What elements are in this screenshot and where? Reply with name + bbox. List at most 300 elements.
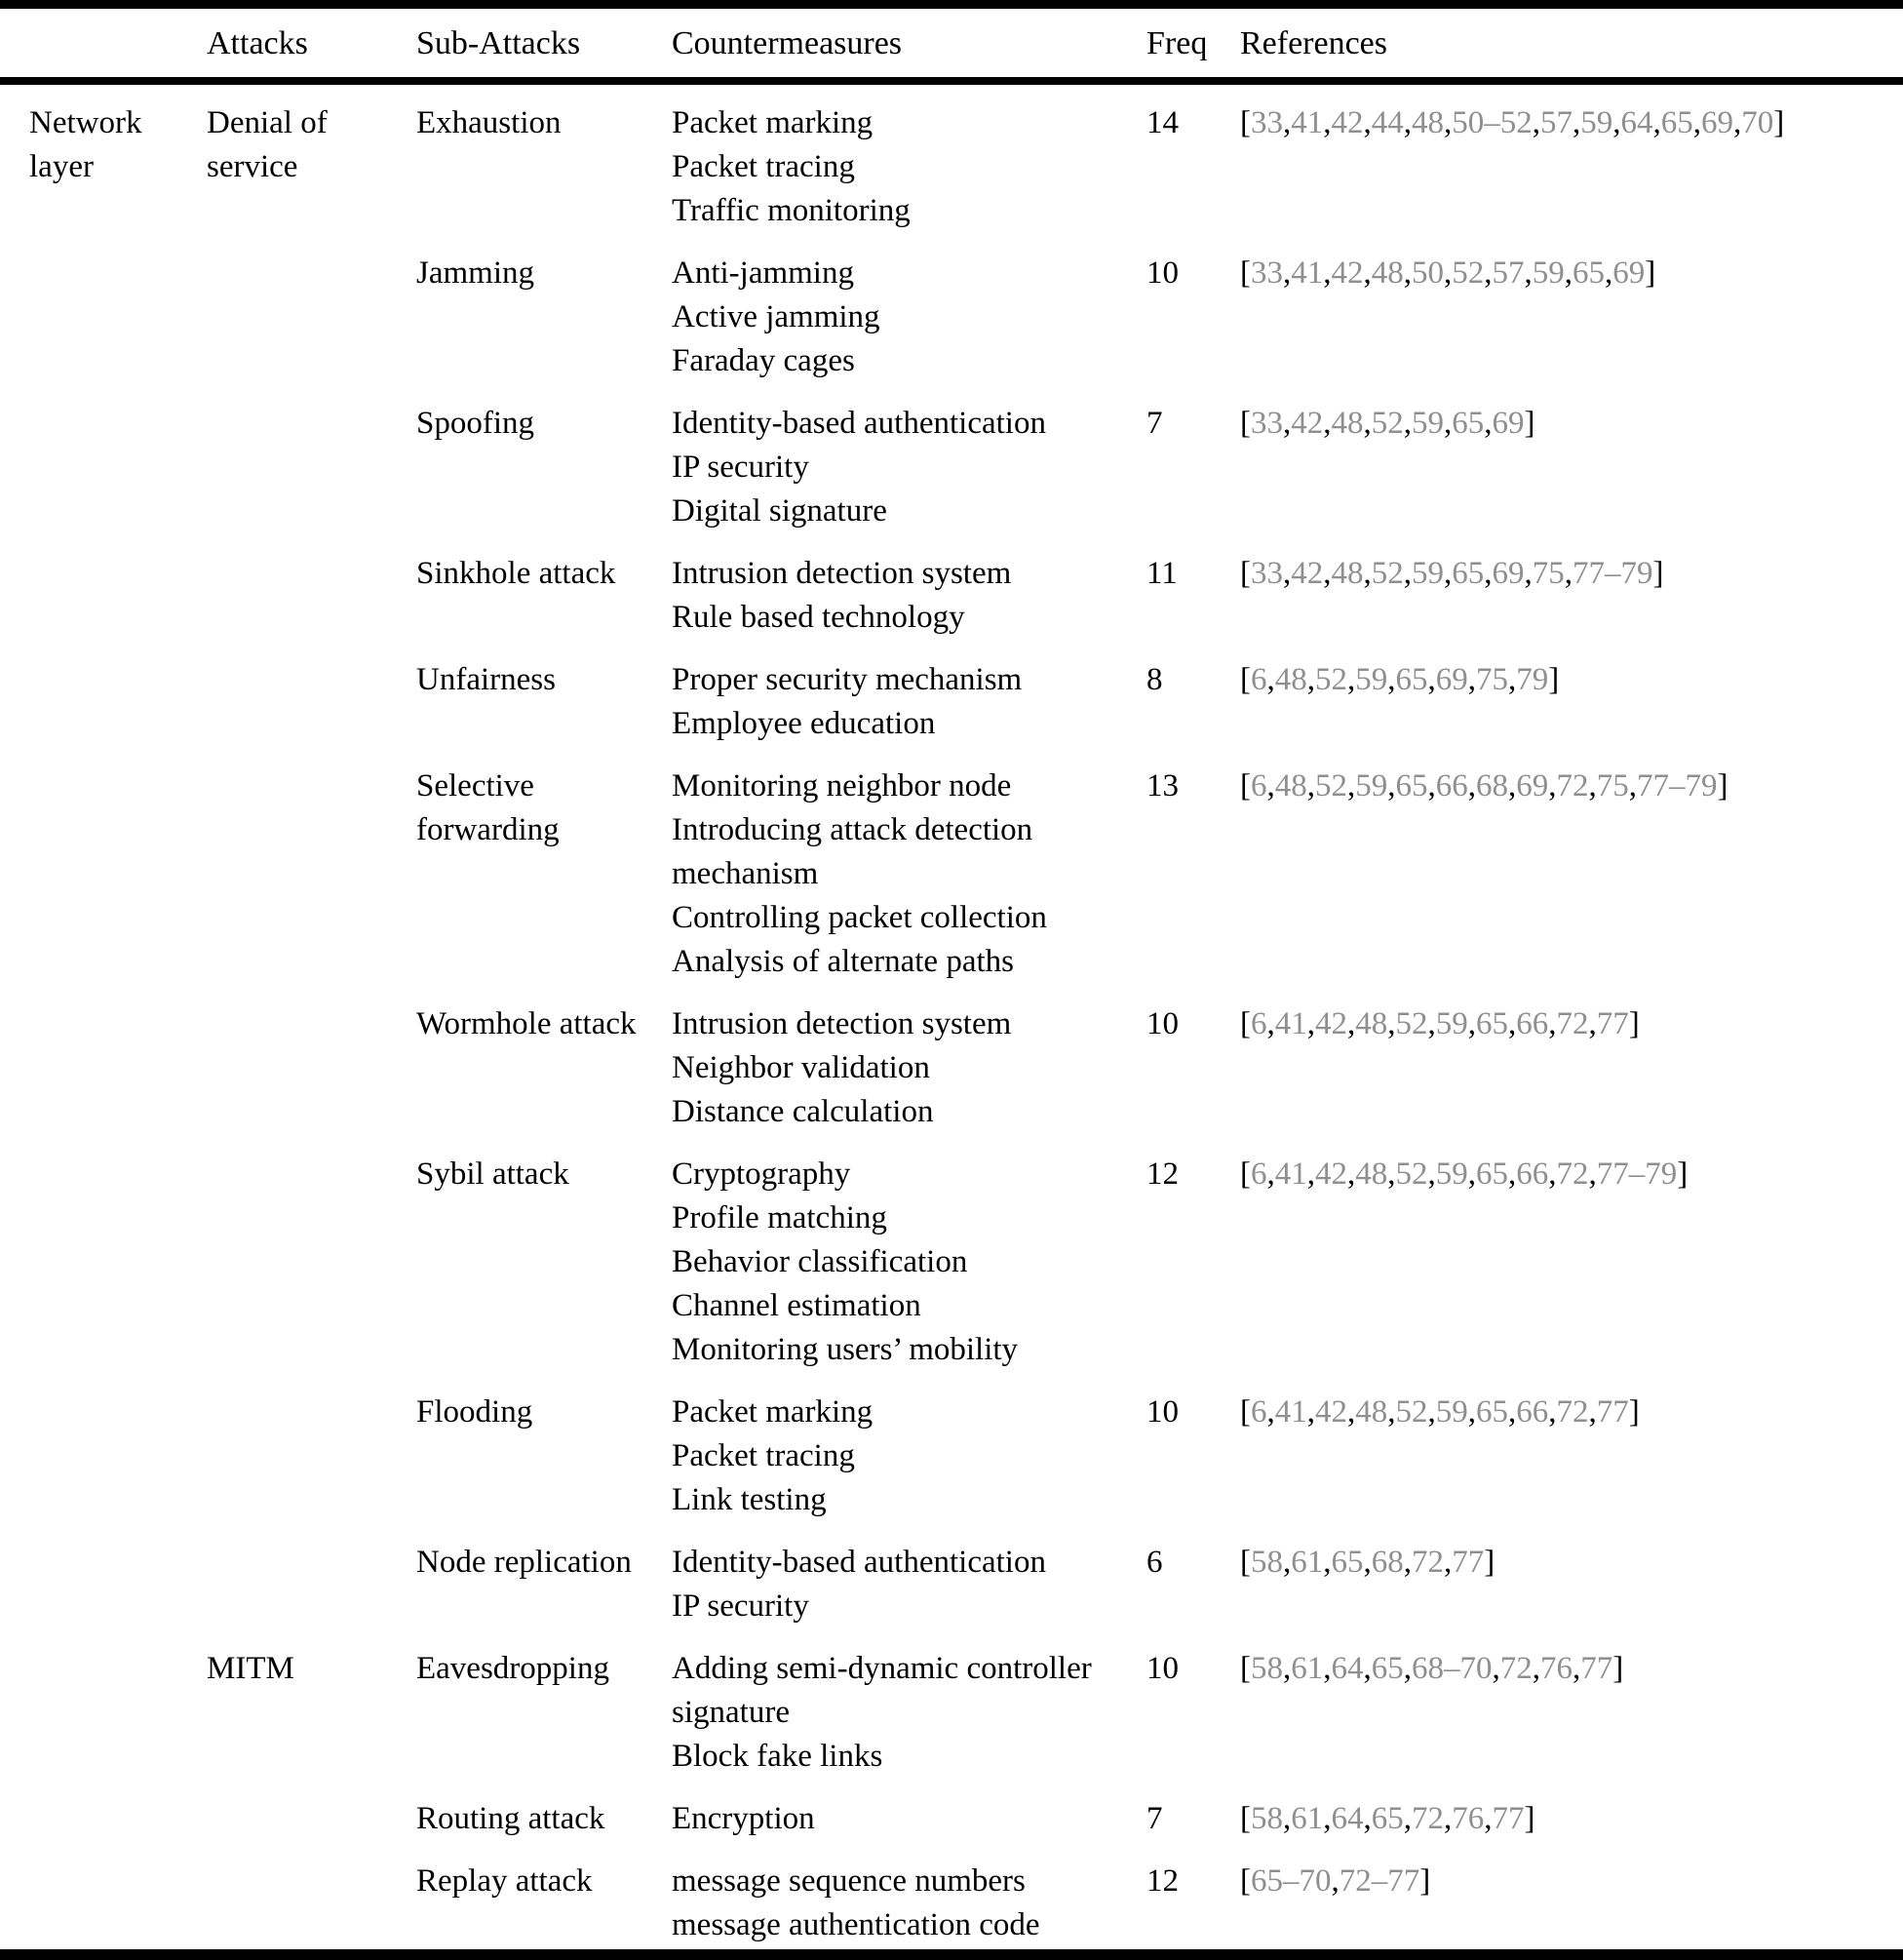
citation-punctuation: , <box>1588 1006 1597 1041</box>
citation-link[interactable]: 33 <box>1251 556 1283 591</box>
citation-link[interactable]: 75 <box>1596 768 1629 804</box>
citation-link[interactable]: 58 <box>1251 1651 1283 1686</box>
citation-punctuation: , <box>1387 1006 1396 1041</box>
citation-link[interactable]: 65 <box>1395 662 1428 697</box>
table-row <box>0 1781 1903 1843</box>
freq-cell: 8 <box>1146 662 1163 697</box>
sub-attack-cell: Jamming <box>416 255 534 291</box>
countermeasures-cell <box>672 1524 1146 1630</box>
sub-attack-cell: Spoofing <box>416 406 535 441</box>
citation-link[interactable]: 6 <box>1251 1006 1267 1041</box>
citation-link[interactable]: 61 <box>1291 1651 1324 1686</box>
citation-link[interactable]: 59 <box>1355 662 1388 697</box>
citation-punctuation: ] <box>1524 406 1535 441</box>
citation-link[interactable]: 77–79 <box>1596 1156 1678 1192</box>
citation-link[interactable]: 41 <box>1274 1394 1307 1430</box>
citation-punctuation: , <box>1283 255 1292 291</box>
citation-link[interactable]: 76 <box>1540 1651 1573 1686</box>
table-row <box>0 1374 1903 1524</box>
citation-link[interactable]: 57 <box>1492 255 1525 291</box>
citation-punctuation: , <box>1444 255 1453 291</box>
citation-punctuation: , <box>1427 768 1436 804</box>
citation-punctuation: , <box>1306 1394 1315 1430</box>
layer-cell <box>0 1843 207 1955</box>
citation-link[interactable]: 42 <box>1331 105 1364 140</box>
citation-link[interactable]: 69 <box>1492 406 1525 441</box>
citation-link[interactable]: 65 <box>1573 255 1605 291</box>
citation-punctuation: ] <box>1717 768 1728 804</box>
citation-link[interactable]: 77–79 <box>1573 556 1653 591</box>
citation-link[interactable]: 59 <box>1435 1156 1468 1192</box>
citation-link[interactable]: 66 <box>1516 1156 1549 1192</box>
citation-link[interactable]: 64 <box>1331 1801 1364 1836</box>
citation-punctuation: , <box>1363 1801 1372 1836</box>
citation-punctuation: , <box>1347 768 1356 804</box>
citation-punctuation: , <box>1564 556 1573 591</box>
citation-punctuation: , <box>1347 662 1356 697</box>
citation-link[interactable]: 48 <box>1355 1156 1388 1192</box>
citation-link[interactable]: 77 <box>1596 1394 1629 1430</box>
citation-link[interactable]: 72 <box>1499 1651 1533 1686</box>
citation-link[interactable]: 70 <box>1741 105 1774 140</box>
citation-link[interactable]: 61 <box>1291 1801 1324 1836</box>
countermeasure-item: Packet tracing <box>672 1438 855 1473</box>
freq-cell: 10 <box>1146 255 1179 291</box>
citation-punctuation: , <box>1387 768 1396 804</box>
citation-punctuation: , <box>1427 662 1436 697</box>
citation-punctuation: , <box>1387 1156 1396 1192</box>
citation-link[interactable]: 59 <box>1435 1006 1468 1041</box>
citation-link[interactable]: 65 <box>1660 105 1693 140</box>
citation-punctuation: , <box>1266 1156 1275 1192</box>
citation-link[interactable]: 50–52 <box>1452 105 1533 140</box>
references-cell <box>1240 1524 1903 1630</box>
citation-link[interactable]: 41 <box>1291 255 1324 291</box>
citation-link[interactable]: 41 <box>1291 105 1324 140</box>
citation-link[interactable]: 58 <box>1251 1545 1283 1580</box>
citation-link[interactable]: 69 <box>1492 556 1525 591</box>
citation-link[interactable]: 50 <box>1412 255 1444 291</box>
citation-punctuation: , <box>1363 1545 1372 1580</box>
citation-punctuation: [ <box>1240 1394 1251 1430</box>
citation-link[interactable]: 72 <box>1412 1801 1444 1836</box>
citation-punctuation: , <box>1323 255 1332 291</box>
citation-link[interactable]: 6 <box>1251 1156 1267 1192</box>
citation-punctuation: , <box>1283 105 1292 140</box>
table-row <box>0 1843 1903 1955</box>
citation-punctuation: , <box>1427 1394 1436 1430</box>
citation-link[interactable]: 48 <box>1331 556 1364 591</box>
layer-cell <box>0 1136 207 1374</box>
layer-cell <box>0 1630 207 1781</box>
countermeasures-cell <box>672 1136 1146 1374</box>
col-header-layer <box>0 5 207 82</box>
citation-link[interactable]: 59 <box>1412 406 1444 441</box>
countermeasure-item: message sequence numbers <box>672 1863 1026 1899</box>
citation-punctuation: , <box>1403 255 1412 291</box>
citation-link[interactable]: 6 <box>1251 1394 1267 1430</box>
citation-punctuation: , <box>1403 556 1412 591</box>
citation-link[interactable]: 72 <box>1556 768 1589 804</box>
citation-link[interactable]: 77 <box>1596 1006 1629 1041</box>
citation-link[interactable]: 33 <box>1251 406 1283 441</box>
citation-link[interactable]: 42 <box>1291 406 1324 441</box>
citation-link[interactable]: 65 <box>1331 1545 1364 1580</box>
citation-punctuation: , <box>1363 406 1372 441</box>
citation-punctuation: , <box>1628 768 1637 804</box>
citation-punctuation: , <box>1323 1651 1332 1686</box>
citation-punctuation: , <box>1524 255 1533 291</box>
citation-punctuation: , <box>1484 406 1493 441</box>
citation-punctuation: [ <box>1240 105 1251 140</box>
citation-punctuation: , <box>1306 662 1315 697</box>
countermeasure-item: Introducing attack detection mechanism <box>672 812 1033 891</box>
citation-link[interactable]: 77 <box>1492 1801 1525 1836</box>
attack-cell <box>207 235 416 385</box>
countermeasure-item: Packet marking <box>672 1394 874 1430</box>
table-row <box>0 1524 1903 1630</box>
citation-link[interactable]: 77 <box>1452 1545 1485 1580</box>
citation-punctuation: , <box>1508 1156 1517 1192</box>
citation-punctuation: , <box>1283 1801 1292 1836</box>
citation-link[interactable]: 44 <box>1371 105 1404 140</box>
citation-punctuation: [ <box>1240 406 1251 441</box>
citation-punctuation: ] <box>1419 1863 1431 1899</box>
freq-cell: 12 <box>1146 1156 1179 1192</box>
countermeasure-item: Distance calculation <box>672 1094 934 1129</box>
countermeasure-item: Block fake links <box>672 1739 883 1774</box>
citation-punctuation: , <box>1323 1545 1332 1580</box>
citation-link[interactable]: 6 <box>1251 662 1267 697</box>
citation-link[interactable]: 72 <box>1412 1545 1444 1580</box>
citation-link[interactable]: 59 <box>1412 556 1444 591</box>
citation-link[interactable]: 41 <box>1274 1006 1307 1041</box>
citation-punctuation: , <box>1403 1801 1412 1836</box>
sub-attack-cell: Replay attack <box>416 1863 593 1899</box>
countermeasure-item: Identity-based authentication <box>672 1545 1046 1580</box>
citation-link[interactable]: 77 <box>1580 1651 1613 1686</box>
citation-link[interactable]: 42 <box>1315 1394 1347 1430</box>
countermeasure-item: Analysis of alternate paths <box>672 944 1014 979</box>
sub-attack-cell: Sybil attack <box>416 1156 569 1192</box>
citation-link[interactable]: 33 <box>1251 255 1283 291</box>
countermeasure-item: Employee education <box>672 706 936 741</box>
citation-link[interactable]: 42 <box>1315 1156 1347 1192</box>
citation-punctuation: , <box>1444 1545 1453 1580</box>
table-header <box>0 5 1903 82</box>
attack-cell <box>207 1843 416 1955</box>
citation-punctuation: [ <box>1240 662 1251 697</box>
citation-link[interactable]: 66 <box>1516 1394 1549 1430</box>
citation-punctuation: , <box>1387 1394 1396 1430</box>
citation-link[interactable]: 52 <box>1315 768 1347 804</box>
citation-punctuation: [ <box>1240 768 1251 804</box>
citation-link[interactable]: 59 <box>1435 1394 1468 1430</box>
citation-link[interactable]: 52 <box>1395 1394 1428 1430</box>
citation-punctuation: , <box>1532 1651 1540 1686</box>
citation-punctuation: , <box>1427 1006 1436 1041</box>
citation-punctuation: , <box>1306 768 1315 804</box>
citation-link[interactable]: 61 <box>1291 1545 1324 1580</box>
sub-attack-cell: Flooding <box>416 1394 533 1430</box>
citation-link[interactable]: 59 <box>1580 105 1613 140</box>
citation-punctuation: , <box>1605 255 1613 291</box>
citation-punctuation: , <box>1266 1006 1275 1041</box>
citation-punctuation: , <box>1283 556 1292 591</box>
citation-link[interactable]: 72 <box>1556 1394 1589 1430</box>
citation-punctuation: , <box>1467 1156 1476 1192</box>
citation-punctuation: , <box>1548 768 1557 804</box>
citation-link[interactable]: 6 <box>1251 768 1267 804</box>
countermeasure-item: Monitoring neighbor node <box>672 768 1012 804</box>
layer-cell <box>0 235 207 385</box>
countermeasure-item: Proper security mechanism <box>672 662 1023 697</box>
citation-link[interactable]: 75 <box>1532 556 1565 591</box>
citation-punctuation: ] <box>1628 1006 1640 1041</box>
citation-link[interactable]: 65 <box>1371 1801 1404 1836</box>
citation-link[interactable]: 69 <box>1701 105 1733 140</box>
countermeasure-item: Cryptography <box>672 1156 851 1192</box>
countermeasure-item: Encryption <box>672 1801 815 1836</box>
citation-punctuation: [ <box>1240 1006 1251 1041</box>
citation-link[interactable]: 65 <box>1476 1156 1508 1192</box>
citation-punctuation: [ <box>1240 1156 1251 1192</box>
sub-attack-cell: Exhaustion <box>416 105 562 140</box>
citation-punctuation: , <box>1403 1651 1412 1686</box>
countermeasure-item: Behavior classification <box>672 1244 968 1279</box>
countermeasure-item: Faraday cages <box>672 343 855 378</box>
countermeasure-item: Traffic monitoring <box>672 193 911 228</box>
freq-cell: 13 <box>1146 768 1179 804</box>
references-cell <box>1240 986 1903 1136</box>
citation-punctuation: [ <box>1240 1651 1251 1686</box>
citation-punctuation: , <box>1588 1156 1597 1192</box>
citation-punctuation: ] <box>1484 1545 1495 1580</box>
citation-link[interactable]: 48 <box>1274 662 1307 697</box>
citation-punctuation: , <box>1266 1394 1275 1430</box>
citation-punctuation: , <box>1363 255 1372 291</box>
citation-punctuation: , <box>1467 1006 1476 1041</box>
citation-link[interactable]: 79 <box>1516 662 1549 697</box>
citation-punctuation: , <box>1692 105 1701 140</box>
table-row <box>0 1630 1903 1781</box>
table-row <box>0 748 1903 986</box>
countermeasures-cell <box>672 986 1146 1136</box>
citation-punctuation: , <box>1363 1651 1372 1686</box>
citation-link[interactable]: 65 <box>1371 1651 1404 1686</box>
countermeasures-cell <box>672 535 1146 642</box>
freq-cell: 10 <box>1146 1394 1179 1430</box>
citation-link[interactable]: 65 <box>1452 406 1485 441</box>
header-row <box>0 5 1903 82</box>
layer-cell <box>0 535 207 642</box>
countermeasure-item: Active jamming <box>672 299 880 334</box>
countermeasures-cell <box>672 1781 1146 1843</box>
citation-punctuation: , <box>1323 105 1332 140</box>
citation-link[interactable]: 66 <box>1516 1006 1549 1041</box>
citation-link[interactable]: 57 <box>1540 105 1573 140</box>
citation-punctuation: , <box>1467 768 1476 804</box>
col-header-sub-attacks: Sub-Attacks <box>416 5 672 82</box>
citation-link[interactable]: 41 <box>1274 1156 1307 1192</box>
citation-punctuation: , <box>1403 105 1412 140</box>
citation-punctuation: , <box>1363 105 1372 140</box>
citation-link[interactable]: 75 <box>1476 662 1508 697</box>
countermeasure-item: IP security <box>672 1588 809 1624</box>
citation-link[interactable]: 72 <box>1556 1156 1589 1192</box>
sub-attack-cell: Wormhole attack <box>416 1006 637 1041</box>
citation-link[interactable]: 58 <box>1251 1801 1283 1836</box>
references-cell <box>1240 642 1903 748</box>
attack-cell <box>207 1136 416 1374</box>
citation-link[interactable]: 52 <box>1371 556 1404 591</box>
references-cell <box>1240 535 1903 642</box>
citation-punctuation: , <box>1467 662 1476 697</box>
attack-cell: MITM <box>207 1651 294 1686</box>
layer-cell <box>0 642 207 748</box>
freq-cell: 10 <box>1146 1006 1179 1041</box>
citation-link[interactable]: 52 <box>1452 255 1485 291</box>
citation-link[interactable]: 65 <box>1395 768 1428 804</box>
countermeasure-item: Digital signature <box>672 493 887 529</box>
countermeasure-item: Adding semi-dynamic controller signature <box>672 1651 1092 1730</box>
citation-link[interactable]: 66 <box>1435 768 1468 804</box>
citation-link[interactable]: 69 <box>1516 768 1549 804</box>
citation-link[interactable]: 77–79 <box>1637 768 1718 804</box>
attack-cell <box>207 1374 416 1524</box>
countermeasures-cell <box>672 642 1146 748</box>
citation-link[interactable]: 68–70 <box>1412 1651 1493 1686</box>
references-cell <box>1240 1374 1903 1524</box>
table-row <box>0 642 1903 748</box>
sub-attack-cell: Unfairness <box>416 662 556 697</box>
layer-cell <box>0 986 207 1136</box>
citation-punctuation: ] <box>1524 1801 1535 1836</box>
col-header-attacks: Attacks <box>207 5 416 82</box>
citation-punctuation: , <box>1323 1801 1332 1836</box>
citation-punctuation: , <box>1347 1394 1356 1430</box>
citation-punctuation: , <box>1266 662 1275 697</box>
citation-punctuation: , <box>1508 768 1517 804</box>
citation-link[interactable]: 33 <box>1251 105 1283 140</box>
citation-link[interactable]: 42 <box>1315 1006 1347 1041</box>
citation-link[interactable]: 59 <box>1355 768 1388 804</box>
citation-punctuation: ] <box>1652 556 1664 591</box>
citation-link[interactable]: 69 <box>1612 255 1646 291</box>
citation-link[interactable]: 52 <box>1371 406 1404 441</box>
citation-punctuation: , <box>1323 406 1332 441</box>
citation-punctuation: ] <box>1628 1394 1640 1430</box>
sub-attack-cell: Selective forwarding <box>416 768 560 847</box>
citation-link[interactable]: 52 <box>1395 1156 1428 1192</box>
citation-punctuation: , <box>1403 1545 1412 1580</box>
citation-link[interactable]: 69 <box>1435 662 1468 697</box>
citation-punctuation: , <box>1612 105 1621 140</box>
countermeasure-item: Profile matching <box>672 1200 887 1235</box>
table-row <box>0 81 1903 235</box>
attack-cell <box>207 1781 416 1843</box>
citation-link[interactable]: 72 <box>1556 1006 1589 1041</box>
attack-cell <box>207 748 416 986</box>
sub-attack-cell: Sinkhole attack <box>416 556 616 591</box>
citation-punctuation: , <box>1564 255 1573 291</box>
references-cell <box>1240 1136 1903 1374</box>
table-row <box>0 1136 1903 1374</box>
citation-punctuation: , <box>1444 105 1453 140</box>
attack-cell <box>207 986 416 1136</box>
citation-punctuation: , <box>1306 1006 1315 1041</box>
citation-punctuation: , <box>1363 556 1372 591</box>
citation-link[interactable]: 68 <box>1371 1545 1404 1580</box>
countermeasure-item: message authentication code <box>672 1907 1040 1942</box>
citation-link[interactable]: 48 <box>1355 1006 1388 1041</box>
countermeasure-item: Rule based technology <box>672 600 965 635</box>
citation-link[interactable]: 65 <box>1452 556 1485 591</box>
countermeasure-item: Packet tracing <box>672 149 855 184</box>
freq-cell: 12 <box>1146 1863 1179 1899</box>
references-cell <box>1240 748 1903 986</box>
col-header-references: References <box>1240 5 1903 82</box>
citation-link[interactable]: 48 <box>1274 768 1307 804</box>
countermeasure-item: Anti-jamming <box>672 255 854 291</box>
citation-punctuation: [ <box>1240 1863 1251 1899</box>
citation-punctuation: [ <box>1240 556 1251 591</box>
citation-link[interactable]: 42 <box>1331 255 1364 291</box>
citation-punctuation: , <box>1403 406 1412 441</box>
countermeasure-item: IP security <box>672 450 809 485</box>
citation-punctuation: , <box>1444 1801 1453 1836</box>
sub-attack-cell: Routing attack <box>416 1801 605 1836</box>
citation-punctuation: ] <box>1645 255 1656 291</box>
references-cell <box>1240 1630 1903 1781</box>
references-cell <box>1240 385 1903 535</box>
citation-link[interactable]: 65 <box>1476 1006 1508 1041</box>
citation-punctuation: , <box>1532 105 1540 140</box>
citation-link[interactable]: 65 <box>1476 1394 1508 1430</box>
citation-punctuation: , <box>1508 1006 1517 1041</box>
citation-link[interactable]: 52 <box>1395 1006 1428 1041</box>
citation-punctuation: , <box>1508 1394 1517 1430</box>
citation-link[interactable]: 48 <box>1371 255 1404 291</box>
citation-link[interactable]: 64 <box>1331 1651 1364 1686</box>
citation-punctuation: , <box>1484 1801 1493 1836</box>
citation-link[interactable]: 42 <box>1291 556 1324 591</box>
citation-link[interactable]: 59 <box>1532 255 1565 291</box>
citation-punctuation: , <box>1283 1545 1292 1580</box>
layer-cell <box>0 1374 207 1524</box>
citation-punctuation: , <box>1573 105 1581 140</box>
countermeasure-item: Link testing <box>672 1482 827 1517</box>
citation-link[interactable]: 48 <box>1412 105 1444 140</box>
citation-link[interactable]: 48 <box>1355 1394 1388 1430</box>
citation-punctuation: , <box>1323 556 1332 591</box>
countermeasures-cell <box>672 81 1146 235</box>
countermeasure-item: Intrusion detection system <box>672 1006 1012 1041</box>
citation-link[interactable]: 48 <box>1331 406 1364 441</box>
citation-punctuation: , <box>1306 1156 1315 1192</box>
citation-punctuation: , <box>1548 1156 1557 1192</box>
citation-link[interactable]: 68 <box>1476 768 1508 804</box>
countermeasures-cell <box>672 1843 1146 1955</box>
citation-punctuation: , <box>1347 1006 1356 1041</box>
citation-link[interactable]: 72–77 <box>1339 1863 1420 1899</box>
citation-link[interactable]: 65–70 <box>1251 1863 1332 1899</box>
citation-link[interactable]: 76 <box>1452 1801 1485 1836</box>
citation-punctuation: ] <box>1773 105 1785 140</box>
citation-link[interactable]: 64 <box>1620 105 1653 140</box>
citation-link[interactable]: 52 <box>1315 662 1347 697</box>
citation-punctuation: , <box>1484 556 1493 591</box>
